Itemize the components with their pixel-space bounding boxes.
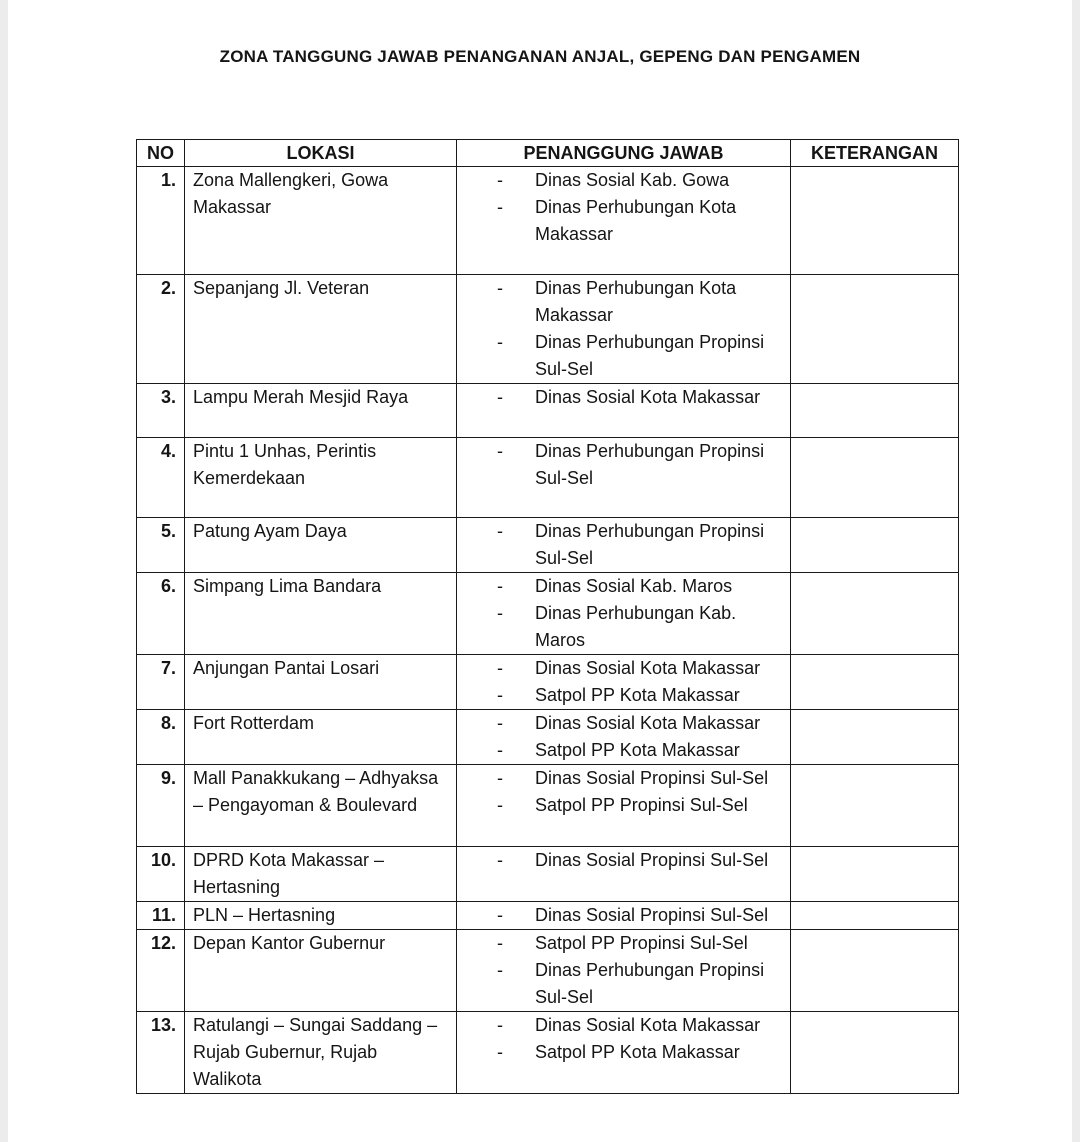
penanggung-jawab-item	[465, 1012, 782, 1039]
row-lokasi: Zona Mallengkeri, Gowa Makassar	[185, 167, 457, 275]
table-row	[137, 384, 959, 438]
row-penanggung-jawab	[457, 573, 791, 655]
zona-table	[136, 139, 959, 1094]
row-number: 4.	[137, 438, 185, 518]
row-number: 13.	[137, 1012, 185, 1094]
row-lokasi: Anjungan Pantai Losari	[185, 655, 457, 710]
penanggung-jawab-item	[465, 710, 782, 737]
row-keterangan	[791, 384, 959, 438]
penanggung-jawab-item	[465, 275, 782, 329]
table-row	[137, 765, 959, 847]
penanggung-jawab-item	[465, 655, 782, 682]
penanggung-jawab-text: Dinas Sosial Kota Makassar	[535, 713, 761, 733]
penanggung-jawab-text: Dinas Perhubungan Kab. Maros	[535, 603, 737, 650]
row-lokasi: Ratulangi – Sungai Saddang – Rujab Gubernur, Rujab Walikota	[185, 1012, 457, 1094]
table-row	[137, 573, 959, 655]
bullet-dash: -	[497, 713, 503, 733]
row-keterangan	[791, 573, 959, 655]
table-row	[137, 902, 959, 930]
row-number: 6.	[137, 573, 185, 655]
row-number: 2.	[137, 275, 185, 384]
penanggung-jawab-text: Dinas Perhubungan Kota Makassar	[535, 278, 737, 325]
row-number: 7.	[137, 655, 185, 710]
penanggung-jawab-text: Dinas Sosial Propinsi Sul-Sel	[535, 850, 769, 870]
bullet-dash: -	[497, 278, 503, 298]
bullet-dash: -	[497, 795, 503, 815]
row-penanggung-jawab	[457, 1012, 791, 1094]
row-number: 3.	[137, 384, 185, 438]
header-keterangan: KETERANGAN	[791, 140, 959, 167]
penanggung-jawab-text: Satpol PP Propinsi Sul-Sel	[535, 795, 748, 815]
bullet-dash: -	[497, 1015, 503, 1035]
bullet-dash: -	[497, 387, 503, 407]
header-lokasi: LOKASI	[185, 140, 457, 167]
penanggung-jawab-item	[465, 957, 782, 1011]
table-row	[137, 167, 959, 275]
bullet-dash: -	[497, 960, 503, 980]
bullet-dash: -	[497, 905, 503, 925]
row-lokasi: Simpang Lima Bandara	[185, 573, 457, 655]
row-penanggung-jawab	[457, 930, 791, 1012]
row-penanggung-jawab	[457, 765, 791, 847]
penanggung-jawab-text: Satpol PP Kota Makassar	[535, 1042, 740, 1062]
row-penanggung-jawab	[457, 438, 791, 518]
table-row	[137, 655, 959, 710]
penanggung-jawab-item	[465, 167, 782, 194]
penanggung-jawab-item	[465, 1039, 782, 1066]
bullet-dash: -	[497, 850, 503, 870]
row-number: 10.	[137, 847, 185, 902]
row-penanggung-jawab	[457, 655, 791, 710]
row-keterangan	[791, 438, 959, 518]
penanggung-jawab-text: Dinas Sosial Propinsi Sul-Sel	[535, 905, 769, 925]
row-lokasi: Sepanjang Jl. Veteran	[185, 275, 457, 384]
row-keterangan	[791, 275, 959, 384]
row-number: 8.	[137, 710, 185, 765]
penanggung-jawab-item	[465, 194, 782, 248]
table-row	[137, 275, 959, 384]
row-lokasi: Lampu Merah Mesjid Raya	[185, 384, 457, 438]
row-keterangan	[791, 518, 959, 573]
penanggung-jawab-item	[465, 737, 782, 764]
header-penanggung-jawab: PENANGGUNG JAWAB	[457, 140, 791, 167]
bullet-dash: -	[497, 933, 503, 953]
row-penanggung-jawab	[457, 847, 791, 902]
row-penanggung-jawab	[457, 902, 791, 930]
table-row	[137, 438, 959, 518]
table-row	[137, 710, 959, 765]
bullet-dash: -	[497, 740, 503, 760]
bullet-dash: -	[497, 1042, 503, 1062]
penanggung-jawab-text: Dinas Perhubungan Propinsi Sul-Sel	[535, 441, 765, 488]
table-row	[137, 930, 959, 1012]
penanggung-jawab-item	[465, 573, 782, 600]
row-number: 11.	[137, 902, 185, 930]
row-lokasi: Pintu 1 Unhas, Perintis Kemerdekaan	[185, 438, 457, 518]
penanggung-jawab-text: Dinas Perhubungan Kota Makassar	[535, 197, 737, 244]
bullet-dash: -	[497, 603, 503, 623]
penanggung-jawab-text: Dinas Sosial Kab. Gowa	[535, 170, 730, 190]
penanggung-jawab-item	[465, 902, 782, 929]
bullet-dash: -	[497, 685, 503, 705]
bullet-dash: -	[497, 521, 503, 541]
penanggung-jawab-text: Dinas Sosial Kab. Maros	[535, 576, 733, 596]
document-page	[8, 0, 1072, 1142]
header-no: NO	[137, 140, 185, 167]
bullet-dash: -	[497, 332, 503, 352]
penanggung-jawab-text: Dinas Sosial Kota Makassar	[535, 387, 761, 407]
penanggung-jawab-item	[465, 438, 782, 492]
row-keterangan	[791, 710, 959, 765]
row-number: 9.	[137, 765, 185, 847]
bullet-dash: -	[497, 170, 503, 190]
row-keterangan	[791, 902, 959, 930]
row-keterangan	[791, 1012, 959, 1094]
penanggung-jawab-item	[465, 682, 782, 709]
penanggung-jawab-item	[465, 765, 782, 792]
penanggung-jawab-item	[465, 329, 782, 383]
row-keterangan	[791, 765, 959, 847]
row-lokasi: DPRD Kota Makassar – Hertasning	[185, 847, 457, 902]
row-penanggung-jawab	[457, 710, 791, 765]
table-row	[137, 847, 959, 902]
row-penanggung-jawab	[457, 384, 791, 438]
penanggung-jawab-item	[465, 930, 782, 957]
row-penanggung-jawab	[457, 275, 791, 384]
penanggung-jawab-text: Satpol PP Propinsi Sul-Sel	[535, 933, 748, 953]
table-row	[137, 1012, 959, 1094]
penanggung-jawab-text: Dinas Sosial Propinsi Sul-Sel	[535, 768, 769, 788]
row-lokasi: Fort Rotterdam	[185, 710, 457, 765]
penanggung-jawab-text: Dinas Sosial Kota Makassar	[535, 1015, 761, 1035]
row-lokasi: Patung Ayam Daya	[185, 518, 457, 573]
row-keterangan	[791, 847, 959, 902]
penanggung-jawab-text: Dinas Sosial Kota Makassar	[535, 658, 761, 678]
bullet-dash: -	[497, 768, 503, 788]
penanggung-jawab-text: Satpol PP Kota Makassar	[535, 740, 740, 760]
penanggung-jawab-text: Dinas Perhubungan Propinsi Sul-Sel	[535, 521, 765, 568]
penanggung-jawab-item	[465, 518, 782, 572]
penanggung-jawab-text: Dinas Perhubungan Propinsi Sul-Sel	[535, 960, 765, 1007]
table-row	[137, 518, 959, 573]
row-number: 1.	[137, 167, 185, 275]
row-penanggung-jawab	[457, 167, 791, 275]
row-keterangan	[791, 655, 959, 710]
penanggung-jawab-item	[465, 847, 782, 874]
row-number: 5.	[137, 518, 185, 573]
row-lokasi: Mall Panakkukang – Adhyaksa – Pengayoman & Boulevard	[185, 765, 457, 847]
bullet-dash: -	[497, 576, 503, 596]
row-lokasi: PLN – Hertasning	[185, 902, 457, 930]
bullet-dash: -	[497, 658, 503, 678]
table-header-row	[137, 140, 959, 167]
row-keterangan	[791, 167, 959, 275]
penanggung-jawab-item	[465, 384, 782, 411]
document-title: ZONA TANGGUNG JAWAB PENANGANAN ANJAL, GEPENG DAN PENGAMEN	[219, 47, 861, 66]
penanggung-jawab-item	[465, 792, 782, 819]
penanggung-jawab-item	[465, 600, 782, 654]
penanggung-jawab-text: Satpol PP Kota Makassar	[535, 685, 740, 705]
bullet-dash: -	[497, 197, 503, 217]
row-lokasi: Depan Kantor Gubernur	[185, 930, 457, 1012]
row-keterangan	[791, 930, 959, 1012]
bullet-dash: -	[497, 441, 503, 461]
row-penanggung-jawab	[457, 518, 791, 573]
row-number: 12.	[137, 930, 185, 1012]
penanggung-jawab-text: Dinas Perhubungan Propinsi Sul-Sel	[535, 332, 765, 379]
